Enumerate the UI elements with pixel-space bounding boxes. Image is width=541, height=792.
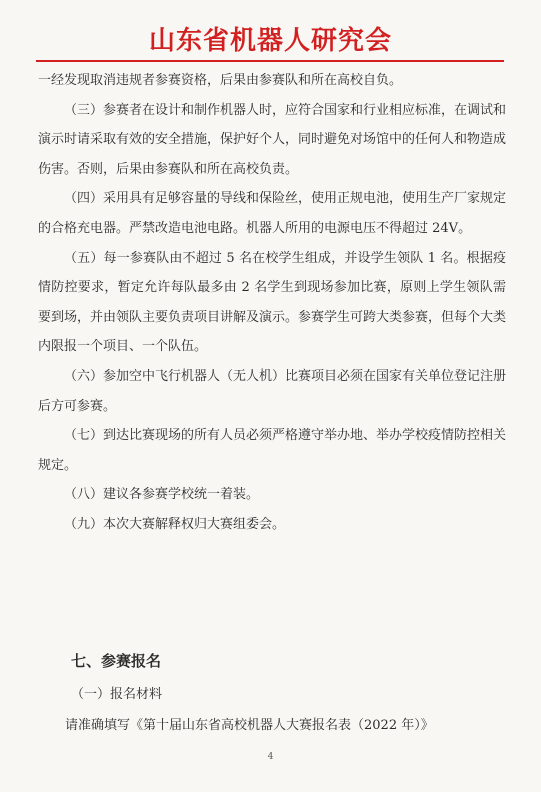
- paragraph-item-6: （六）参加空中飞行机器人（无人机）比赛项目必须在国家有关单位登记注册后方可参赛。: [38, 368, 507, 414]
- document-body: [38, 66, 506, 540]
- paragraph-item-9: （九）本次大赛解释权归大赛组委会。: [64, 516, 286, 532]
- paragraph-item-8: （八）建议各参赛学校统一着装。: [64, 487, 260, 503]
- section-subheading: （一）报名材料: [71, 687, 163, 702]
- paragraph-item-5: （五）每一参赛队由不超过 5 名在校学生组成，并设学生领队 1 名。根据疫情防控要求，暂定允许每队最多由 2 名学生到现场参加比赛，原则上学生领队需要到场，并由领队主要负责项目讲解及演示。参赛学生可跨大类参赛，但每个大类内限报一个项目、一个队伍。: [38, 250, 507, 355]
- page-number: 4: [267, 752, 274, 762]
- letterhead-title: 山东省机器人研究会: [148, 26, 392, 56]
- section-text: 请准确填写《第十届山东省高校机器人大赛报名表（2022 年）》: [65, 718, 434, 733]
- letterhead-rule: [36, 60, 504, 62]
- paragraph-continuation: 一经发现取消违规者参赛资格，后果由参赛队和所在高校自负。: [38, 73, 403, 88]
- section-heading: 七、参赛报名: [71, 652, 162, 670]
- paragraph-item-7: （七）到达比赛现场的所有人员必须严格遵守举办地、举办学校疫情防控相关规定。: [38, 428, 507, 473]
- paragraph-item-3: （三）参赛者在设计和制作机器人时，应符合国家和行业相应标准，在调试和演示时请采取有效的安全措施，保护好个人，同时避免对场馆中的任何人和物造成伤害。否则，后果由参赛队和所在高校负责。: [38, 102, 507, 177]
- paragraph-item-4: （四）采用具有足够容量的导线和保险丝，使用正规电池，使用生产厂家规定的合格充电器。严禁改造电池电路。机器人所用的电源电压不得超过 24V。: [38, 191, 507, 236]
